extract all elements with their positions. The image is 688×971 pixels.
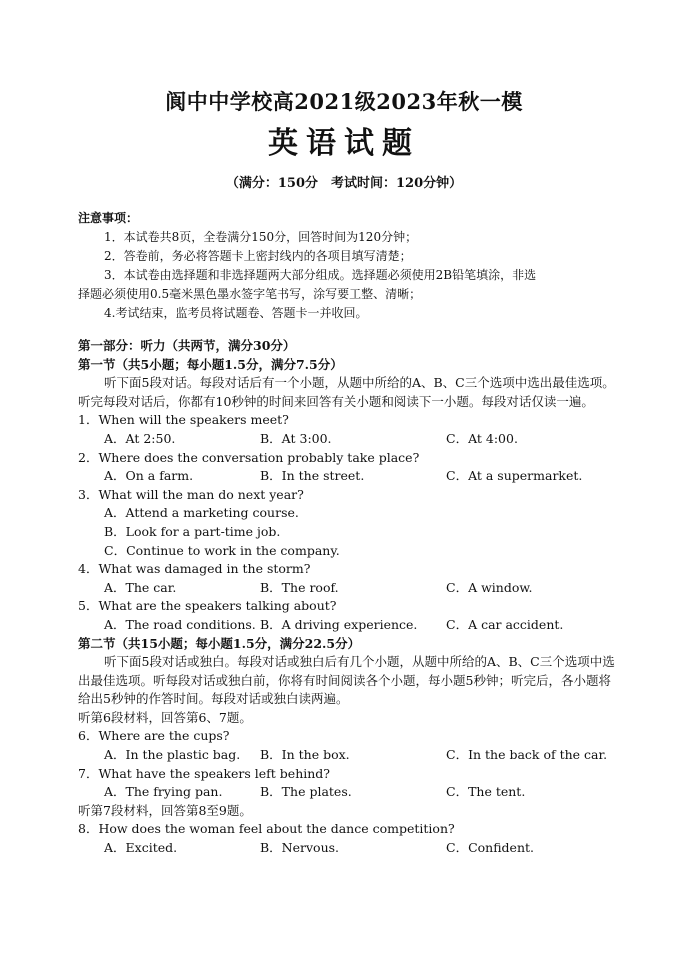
option-b: B．The plates. — [260, 784, 352, 800]
instructions: 听下面5段对话。每段对话后有一个小题，从题中所给的A、B、C三个选项中选出最佳选项。听完每段对话后，你都有10秒钟的时间来回答有关小题和阅读下一小题。每段对话仅读一遍。 — [78, 375, 615, 409]
option-a: A．Attend a marketing course. — [104, 505, 299, 521]
question-stem: 1．When will the speakers meet? — [78, 412, 289, 428]
instructions: 听下面5段对话或独白。每段对话或独白后有几个小题，从题中所给的A、B、C三个选项中选出最佳选项。听每段对话或独白前，你将有时间阅读各个小题，每小题5秒钟；听完后，各小题将给出5秒钟的作答时间。每段对话或独白读两遍。 — [78, 654, 615, 707]
option-c: C．At 4:00. — [446, 430, 518, 446]
material-label: 听第6段材料，回答第6、7题。 — [78, 709, 252, 725]
notice-item: 1．本试卷共8页，全卷满分150分，回答时间为120分钟； — [104, 230, 418, 244]
notice-item: 4.考试结束，监考员将试题卷、答题卡一并收回。 — [104, 306, 368, 320]
option-b: B．In the street. — [260, 468, 365, 484]
subject-title: 英语试题 — [268, 126, 420, 161]
option-row — [78, 430, 618, 449]
option-a: A．On a farm. — [104, 468, 194, 484]
option-b: B．A driving experience. — [260, 616, 418, 632]
option-b: B．Look for a part-time job. — [104, 523, 281, 539]
section-title: 第二节（共15小题；每小题1.5分，满分22.5分） — [78, 635, 361, 651]
option-b: B．At 3:00. — [260, 430, 332, 446]
notice-block — [78, 209, 618, 323]
option-a: A．Excited. — [104, 840, 178, 856]
option-a: A．The car. — [104, 579, 177, 595]
option-b: B．In the box. — [260, 747, 350, 763]
question-stem: 3．What will the man do next year? — [78, 486, 304, 502]
option-a: A．The frying pan. — [104, 784, 223, 800]
option-b: B．The roof. — [260, 579, 339, 595]
option-row — [78, 467, 618, 486]
option-row — [78, 746, 618, 765]
option-a: A．In the plastic bag. — [104, 747, 241, 763]
option-c: C．In the back of the car. — [446, 747, 608, 763]
option-c: C．The tent. — [446, 784, 526, 800]
question-stem: 4．What was damaged in the storm? — [78, 561, 311, 577]
option-c: C．A window. — [446, 579, 533, 595]
option-row — [78, 783, 618, 802]
option-a: A．The road conditions. — [104, 616, 256, 632]
option-row — [78, 579, 618, 598]
notice-item: 择题必须使用0.5毫米黑色墨水签字笔书写，涂写要工整、清晰； — [78, 287, 422, 301]
option-a: A．At 2:50. — [104, 430, 176, 446]
notice-item: 3．本试卷由选择题和非选择题两大部分组成。选择题必须使用2B铅笔填涂，非选 — [104, 268, 537, 282]
notice-heading: 注意事项： — [78, 211, 139, 225]
part-title: 第一部分：听力（共两节，满分30分） — [78, 338, 296, 353]
question-stem: 7．What have the speakers left behind? — [78, 765, 331, 781]
question-stem: 2．Where does the conversation probably take place? — [78, 449, 420, 465]
option-c: C．A car accident. — [446, 616, 564, 632]
option-c: C．Continue to work in the company. — [104, 542, 340, 558]
question-stem: 6．Where are the cups? — [78, 728, 230, 744]
exam-meta: （满分：150分 考试时间：120分钟） — [225, 176, 463, 191]
section-title: 第一节（共5小题；每小题1.5分，满分7.5分） — [78, 356, 343, 372]
option-b: B．Nervous. — [260, 840, 340, 856]
option-row — [78, 616, 618, 635]
option-c: C．At a supermarket. — [446, 468, 583, 484]
question-stem: 8．How does the woman feel about the dance competition? — [78, 821, 455, 837]
option-row — [78, 839, 618, 858]
notice-item: 2．答卷前，务必将答题卡上密封线内的各项目填写清楚； — [104, 249, 412, 263]
option-c: C．Confident. — [446, 840, 534, 856]
question-stem: 5．What are the speakers talking about? — [78, 598, 337, 614]
material-label: 听第7段材料，回答第8至9题。 — [78, 802, 252, 818]
school-title: 阆中中学校高2021级2023年秋一模 — [165, 89, 523, 114]
exam-body — [78, 337, 618, 858]
